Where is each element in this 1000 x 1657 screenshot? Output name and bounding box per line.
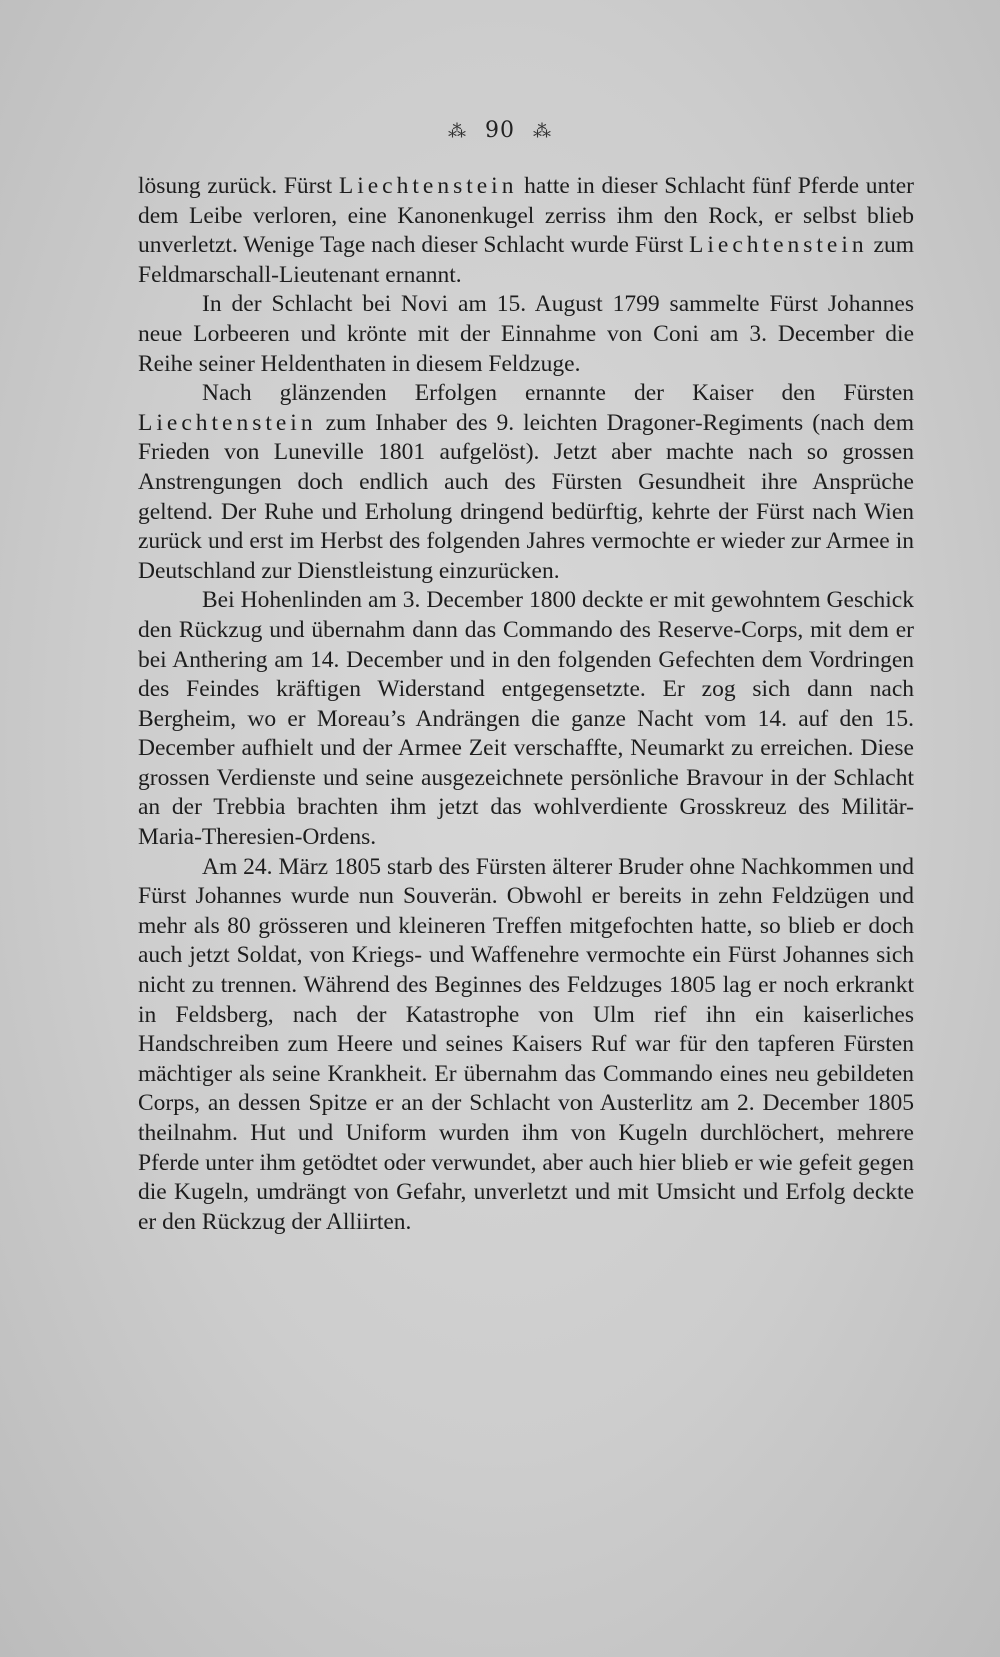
text-segment: Nach glänzenden Erfolgen ernannte der Kaiser den Fürsten <box>202 380 914 407</box>
text-segment: zum Inhaber des 9. leichten Dragoner-Regiments (nach dem Frieden von Luneville 1801 aufgelöst). Jetzt aber machte nach so grossen Anstrengungen doch endlich auch des Fürsten Gesundheit ihre Ansprüche geltend. Der Ruhe und Erholung dringend bedürftig, kehrte der Fürst nach Wien zurück und erst im Herbst des folgenden Jahres vermochte er wieder zur Armee in Deutschland zur Dienstleistung einzurücken. <box>138 409 914 584</box>
text-segment: Bei Hohenlinden am 3. December 1800 deckte er mit gewohntem Geschick den Rückzug und übernahm dann das Commando des Reserve-Corps, mit dem er bei Anthering am 14. December und in den folgenden Gefechten dem Vordringen des Feindes kräftigen Widerstand entgegensetzte. Er zog sich dann nach Bergheim, wo er Moreau’s Andrängen die ganze Nacht vom 14. auf den 15. December aufhielt und der Armee Zeit verschaffte, Neumarkt zu erreichen. Diese grossen Verdienste und seine ausgezeichnete persönliche Bravour in der Schlacht an der Trebbia brachten ihm jetzt das wohlverdiente Grosskreuz des Militär-Maria-Theresien-Ordens. <box>138 587 914 851</box>
text-segment: hatte in dieser Schlacht fünf Pferde unter dem Leibe verloren, eine Kanonenkugel zerriss ihm den Rock, er selbst blieb unverletzt. Wenige Tage nach dieser Schlacht wurde Fürst <box>138 173 914 259</box>
text-segment: lösung zurück. Fürst <box>138 173 339 199</box>
paragraph <box>138 379 914 586</box>
paragraph <box>138 290 914 379</box>
ornament-left-icon: ⁂ <box>448 121 467 142</box>
text-segment: Am 24. März 1805 starb des Fürsten älterer Bruder ohne Nachkommen und Fürst Johannes wurde nun Souverän. Obwohl er bereits in zehn Feldzügen und mehr als 80 grösseren und kleineren Treffen mitgefochten hatte, so blieb er doch auch jetzt Soldat, von Kriegs- und Waffenehre vermochte ein Fürst Johannes sich nicht zu trennen. Während des Beginnes des Feldzuges 1805 lag er noch erkrankt in Feldsberg, nach der Katastrophe von Ulm rief ihn ein kaiserliches Handschreiben zum Heere und seines Kaisers Ruf war für den tapferen Fürsten mächtiger als seine Krankheit. Er übernahm das Commando eines neu gebildeten Corps, an dessen Spitze er an der Schlacht von Austerlitz am 2. December 1805 theilnahm. Hut und Uniform wurden ihm von Kugeln durchlöchert, mehrere Pferde unter ihm getödtet oder verwundet, aber auch hier blieb er wie gefeit gegen die Kugeln, umdrängt von Gefahr, unverletzt und mit Umsicht und Erfolg deckte er den Rückzug der Alliirten. <box>138 853 914 1235</box>
paragraph <box>138 853 914 1238</box>
spaced-name: Liechtenstein <box>338 173 518 199</box>
paragraph <box>138 586 914 852</box>
spaced-name: Liechtenstein <box>689 232 868 259</box>
text-segment: In der Schlacht bei Novi am 15. August 1799 sammelte Fürst Johannes neue Lorbeeren und krönte mit der Einnahme von Coni am 3. December die Reihe seiner Heldenthaten in diesem Feldzuge. <box>138 291 914 377</box>
text-segment: zum Feldmarschall-Lieutenant ernannt. <box>138 232 914 288</box>
page-header <box>0 118 1000 143</box>
paragraph <box>138 172 914 290</box>
page-number: 90 <box>485 118 515 143</box>
ornament-right-icon: ⁂ <box>533 121 552 142</box>
body-text <box>138 172 914 1237</box>
spaced-name: Liechtenstein <box>138 409 317 436</box>
